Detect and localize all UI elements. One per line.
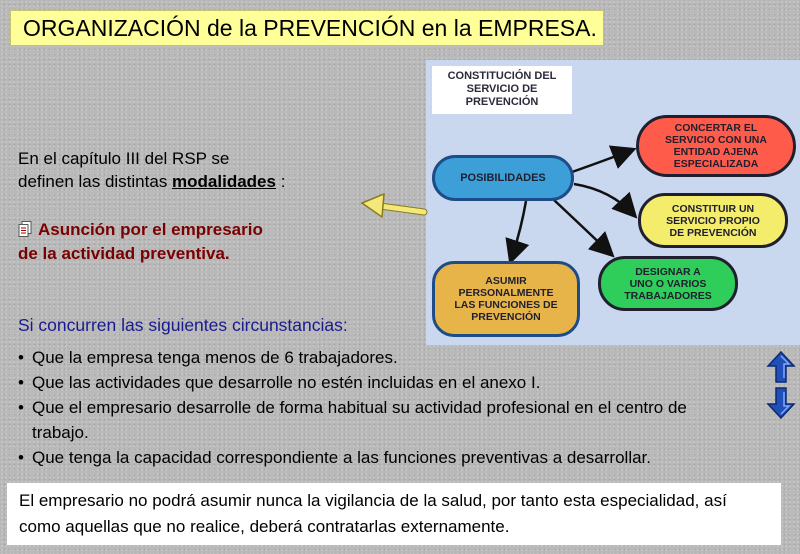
node-label: ASUMIR bbox=[485, 275, 527, 287]
node-label: LAS FUNCIONES DE bbox=[454, 299, 558, 311]
highlight-modality bbox=[18, 218, 398, 266]
node-own-service bbox=[638, 193, 788, 248]
node-label: TRABAJADORES bbox=[624, 289, 712, 302]
navigation-arrows bbox=[766, 350, 796, 420]
list-item: • Que la empresa tenga menos de 6 trabajadores. bbox=[18, 345, 778, 370]
arrow-to-external-entity bbox=[572, 150, 632, 172]
node-label: PERSONALMENTE bbox=[458, 287, 554, 299]
document-icon bbox=[18, 220, 32, 236]
prevention-diagram bbox=[426, 60, 800, 345]
next-slide-button[interactable] bbox=[766, 386, 796, 420]
diagram-title bbox=[432, 66, 572, 114]
modalidades-emphasis: modalidades bbox=[172, 172, 276, 191]
arrow-down-icon bbox=[766, 386, 796, 420]
previous-slide-button[interactable] bbox=[766, 350, 796, 384]
node-label: SERVICIO CON UNA bbox=[665, 134, 767, 146]
node-designated-workers bbox=[598, 256, 738, 311]
arrow-to-own-service bbox=[574, 184, 634, 215]
arrow-to-assume-personally bbox=[511, 201, 526, 260]
arrow-to-designated-workers bbox=[554, 200, 611, 254]
list-item: • Que el empresario desarrolle de forma habitual su actividad profesional en el centro de trabajo. bbox=[18, 395, 742, 445]
node-label: CONCERTAR EL bbox=[674, 122, 758, 134]
conditions-heading: Si concurren las siguientes circunstancias: bbox=[18, 315, 348, 335]
diagram-title-line: PREVENCIÓN bbox=[465, 96, 539, 108]
node-label: SERVICIO PROPIO bbox=[666, 214, 760, 227]
node-label: CONSTITUIR UN bbox=[671, 202, 755, 215]
list-item: • Que tenga la capacidad correspondiente a las funciones preventivas a desarrollar. bbox=[18, 445, 778, 470]
node-label: DE PREVENCIÓN bbox=[669, 226, 757, 239]
node-label: POSIBILIDADES bbox=[460, 172, 546, 184]
conditions-list bbox=[18, 345, 778, 470]
list-item: • Que las actividades que desarrolle no estén incluidas en el anexo I. bbox=[18, 370, 778, 395]
node-external-entity bbox=[636, 115, 796, 177]
node-label: PREVENCIÓN bbox=[471, 311, 541, 323]
footer-note: El empresario no podrá asumir nunca la vigilancia de la salud, por tanto esta especialidad, así como aquellas que no realice, deberá contratarlas externamente. bbox=[7, 483, 781, 545]
intro-text-part: definen las distintas bbox=[18, 172, 173, 191]
node-label: UNO O VARIOS bbox=[629, 277, 707, 290]
node-assume-personally bbox=[432, 261, 580, 337]
page-title: ORGANIZACIÓN de la PREVENCIÓN en la EMPRESA. bbox=[10, 10, 604, 46]
highlight-line bbox=[18, 218, 398, 242]
intro-text-part: : bbox=[275, 172, 286, 191]
node-label: ESPECIALIZADA bbox=[673, 158, 759, 170]
highlight-line: de la actividad preventiva. bbox=[18, 244, 230, 263]
highlight-text: Asunción por el empresario bbox=[38, 220, 263, 239]
diagram-title-line: CONSTITUCIÓN DEL bbox=[447, 70, 557, 82]
intro-line: En el capítulo III del RSP se bbox=[18, 149, 230, 168]
node-label: DESIGNAR A bbox=[635, 265, 701, 278]
intro-text bbox=[18, 147, 418, 193]
node-label: ENTIDAD AJENA bbox=[673, 146, 759, 158]
node-posibilidades bbox=[432, 155, 574, 201]
arrow-up-icon bbox=[766, 350, 796, 384]
diagram-title-line: SERVICIO DE bbox=[466, 83, 538, 95]
